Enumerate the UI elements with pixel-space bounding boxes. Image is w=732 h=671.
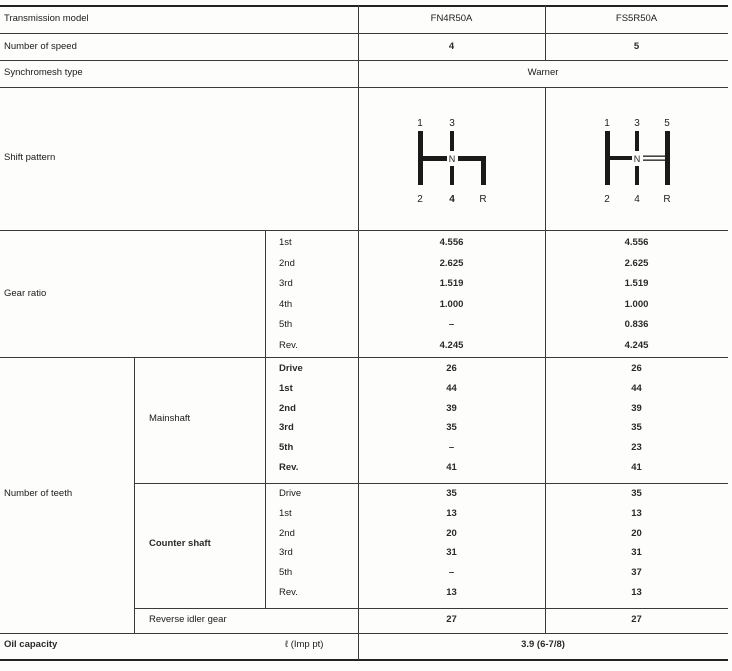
value-fs5r50a: 13 xyxy=(631,587,642,598)
row-divider xyxy=(134,483,728,484)
value-fs5r50a: 1.000 xyxy=(624,298,649,310)
value-fs5r50a: 41 xyxy=(631,462,642,473)
row-divider xyxy=(0,633,728,634)
gear-name: Rev. xyxy=(279,587,298,598)
value-fn4r50a: 31 xyxy=(446,547,457,559)
shift-pattern-label: Shift pattern xyxy=(4,152,56,163)
value-fs5r50a: 13 xyxy=(631,507,642,519)
gate-crossbar-left xyxy=(423,156,447,161)
reverse-idler-fs5r50a: 27 xyxy=(631,614,642,625)
gear-label-r: R xyxy=(479,194,487,205)
oil-capacity-label: Oil capacity xyxy=(4,639,58,650)
table-top-border xyxy=(0,5,728,7)
value-fn4r50a: 39 xyxy=(446,402,457,414)
gear-name: 2nd xyxy=(279,402,296,414)
gear-label-3: 3 xyxy=(634,118,640,129)
gear-name: 5th xyxy=(279,567,293,579)
gear-name: 2nd xyxy=(279,257,295,269)
value-fn4r50a: 26 xyxy=(446,363,457,374)
value-fs5r50a: 37 xyxy=(631,567,642,579)
value-fn4r50a: 4.245 xyxy=(439,339,464,351)
gear-label-r: R xyxy=(663,194,671,205)
value-fn4r50a: 44 xyxy=(446,382,457,394)
value-fn4r50a: 41 xyxy=(446,462,457,473)
value-fs5r50a: 4.556 xyxy=(624,237,649,248)
gear-label-3: 3 xyxy=(449,118,455,129)
gear-label-2: 2 xyxy=(417,194,423,205)
gear-name: 3rd xyxy=(279,422,294,434)
row-divider xyxy=(0,33,728,34)
gate-middle-top xyxy=(450,131,454,151)
value-fn4r50a: 35 xyxy=(446,422,457,434)
value-fn4r50a: – xyxy=(448,442,455,454)
value-fn4r50a: 1.519 xyxy=(439,278,464,289)
synchromesh-label: Synchromesh type xyxy=(4,67,83,78)
gear-name: 1st xyxy=(279,507,292,519)
col-divider xyxy=(265,230,266,608)
value-fn4r50a: 13 xyxy=(446,587,457,598)
value-fs5r50a: 4.245 xyxy=(624,339,649,351)
number-of-speed-label: Number of speed xyxy=(4,41,77,52)
number-of-teeth-label: Number of teeth xyxy=(4,488,73,499)
value-fn4r50a: 20 xyxy=(446,527,457,539)
value-fs5r50a: 2.625 xyxy=(624,257,649,269)
gear-name: Drive xyxy=(279,488,302,499)
gear-name: 3rd xyxy=(279,278,293,289)
value-fs5r50a: 35 xyxy=(631,488,642,499)
value-fn4r50a: 4.556 xyxy=(439,237,464,248)
model-fs5r50a: FS5R50A xyxy=(615,13,658,24)
value-fs5r50a: 31 xyxy=(631,547,642,559)
value-fn4r50a: 13 xyxy=(446,507,457,519)
gear-name: 5th xyxy=(279,319,293,330)
gate-double-line-bottom xyxy=(643,160,665,161)
reverse-idler-label: Reverse idler gear xyxy=(149,614,227,625)
neutral-label: N xyxy=(448,154,456,164)
gate-crossbar-left xyxy=(610,156,632,160)
value-fs5r50a: 20 xyxy=(631,527,642,539)
reverse-idler-fn4r50a: 27 xyxy=(446,614,457,625)
gate-left-bar xyxy=(418,131,423,185)
oil-capacity-unit: ℓ (Imp pt) xyxy=(285,639,324,650)
shift-pattern-fn4r50a-diagram xyxy=(400,115,500,210)
row-divider xyxy=(0,357,728,358)
row-divider xyxy=(0,60,728,61)
row-divider xyxy=(0,230,728,231)
col-divider xyxy=(358,5,359,660)
gate-middle-bottom xyxy=(635,166,639,185)
gear-label-2: 2 xyxy=(604,194,610,205)
gear-label-1: 1 xyxy=(417,118,423,129)
gear-name: 2nd xyxy=(279,527,295,539)
gate-left-bar xyxy=(605,131,610,185)
neutral-label: N xyxy=(633,154,641,164)
gear-label-4: 4 xyxy=(634,194,640,205)
gear-name: Drive xyxy=(279,363,303,374)
gear-name: 3rd xyxy=(279,547,293,559)
gate-right-bar xyxy=(665,131,670,185)
value-fn4r50a: 1.000 xyxy=(439,298,464,310)
speed-fn4r50a: 4 xyxy=(448,41,455,52)
speed-fs5r50a: 5 xyxy=(633,41,640,52)
model-fn4r50a: FN4R50A xyxy=(430,13,473,24)
gear-name: 1st xyxy=(279,382,293,394)
synchromesh-value: Warner xyxy=(527,67,559,78)
gate-middle-bottom xyxy=(450,166,454,185)
value-fs5r50a: 23 xyxy=(631,442,642,454)
gear-name: 4th xyxy=(279,298,293,310)
gear-label-5: 5 xyxy=(664,118,670,129)
value-fn4r50a: – xyxy=(448,319,455,330)
value-fn4r50a: 2.625 xyxy=(439,257,464,269)
value-fn4r50a: – xyxy=(448,567,455,579)
gear-name: Rev. xyxy=(279,462,299,473)
row-divider xyxy=(134,608,728,609)
mainshaft-label: Mainshaft xyxy=(149,413,191,424)
gear-name: 5th xyxy=(279,442,294,454)
gate-reverse-bar xyxy=(481,156,486,185)
col-divider xyxy=(134,357,135,633)
gear-name: 1st xyxy=(279,237,292,248)
gate-crossbar-right xyxy=(458,156,485,161)
gear-label-1: 1 xyxy=(604,118,610,129)
value-fs5r50a: 44 xyxy=(631,382,642,394)
counter-shaft-label: Counter shaft xyxy=(149,538,211,549)
gear-name: Rev. xyxy=(279,339,298,351)
gate-double-line-top xyxy=(643,156,665,157)
gear-ratio-label: Gear ratio xyxy=(4,288,47,299)
value-fs5r50a: 1.519 xyxy=(624,278,649,289)
value-fn4r50a: 35 xyxy=(446,488,457,499)
value-fs5r50a: 26 xyxy=(631,363,642,374)
value-fs5r50a: 35 xyxy=(631,422,642,434)
table-bottom-border xyxy=(0,659,728,661)
value-fs5r50a: 0.836 xyxy=(624,319,649,330)
oil-capacity-value: 3.9 (6-7/8) xyxy=(521,639,565,650)
gear-label-4: 4 xyxy=(449,194,455,205)
shift-pattern-fs5r50a-diagram xyxy=(590,115,690,210)
gate-middle-top xyxy=(635,131,639,151)
transmission-model-label: Transmission model xyxy=(4,13,89,24)
value-fs5r50a: 39 xyxy=(631,402,642,414)
row-divider xyxy=(0,87,728,88)
